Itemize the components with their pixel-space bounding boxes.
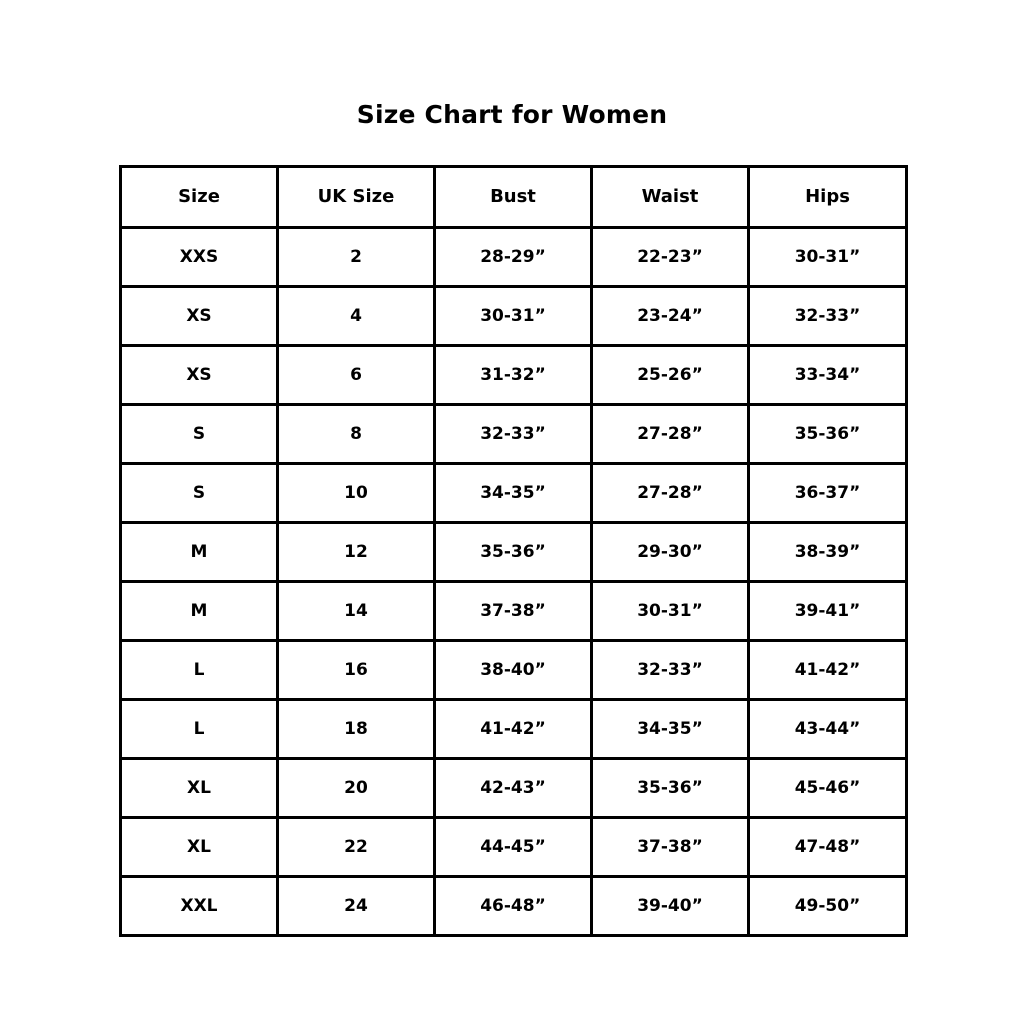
cell-hips: 35-36” [749,405,907,464]
cell-bust: 38-40” [435,641,592,700]
cell-hips: 38-39” [749,523,907,582]
page-title: Size Chart for Women [356,100,668,129]
cell-size: XS [121,346,278,405]
table-row [121,877,907,936]
cell-uk-size: 4 [278,287,435,346]
cell-hips: 39-41” [749,582,907,641]
cell-hips: 49-50” [749,877,907,936]
cell-bust: 37-38” [435,582,592,641]
cell-size: M [121,523,278,582]
cell-bust: 31-32” [435,346,592,405]
table-row [121,346,907,405]
table-row [121,523,907,582]
cell-waist: 27-28” [592,405,749,464]
column-header-bust: Bust [435,167,592,228]
table-row [121,228,907,287]
column-header-waist: Waist [592,167,749,228]
cell-hips: 36-37” [749,464,907,523]
cell-waist: 25-26” [592,346,749,405]
table-row [121,287,907,346]
table-row [121,700,907,759]
cell-uk-size: 10 [278,464,435,523]
cell-size: XL [121,759,278,818]
size-table-container [119,165,905,937]
cell-bust: 32-33” [435,405,592,464]
table-header-row [121,167,907,228]
cell-hips: 32-33” [749,287,907,346]
cell-size: XXS [121,228,278,287]
cell-uk-size: 14 [278,582,435,641]
cell-size: M [121,582,278,641]
cell-uk-size: 20 [278,759,435,818]
cell-waist: 30-31” [592,582,749,641]
table-row [121,405,907,464]
cell-bust: 28-29” [435,228,592,287]
cell-size: S [121,464,278,523]
cell-uk-size: 2 [278,228,435,287]
cell-bust: 35-36” [435,523,592,582]
cell-hips: 45-46” [749,759,907,818]
cell-bust: 44-45” [435,818,592,877]
cell-bust: 30-31” [435,287,592,346]
column-header-hips: Hips [749,167,907,228]
table-row [121,582,907,641]
cell-uk-size: 24 [278,877,435,936]
cell-waist: 23-24” [592,287,749,346]
cell-uk-size: 6 [278,346,435,405]
cell-size: XXL [121,877,278,936]
cell-waist: 27-28” [592,464,749,523]
cell-uk-size: 22 [278,818,435,877]
cell-uk-size: 18 [278,700,435,759]
cell-hips: 41-42” [749,641,907,700]
table-row [121,641,907,700]
cell-bust: 46-48” [435,877,592,936]
cell-uk-size: 12 [278,523,435,582]
cell-bust: 34-35” [435,464,592,523]
table-row [121,759,907,818]
cell-waist: 37-38” [592,818,749,877]
cell-waist: 22-23” [592,228,749,287]
cell-hips: 47-48” [749,818,907,877]
cell-waist: 39-40” [592,877,749,936]
table-row [121,818,907,877]
cell-waist: 32-33” [592,641,749,700]
size-chart-table [119,165,908,937]
cell-size: XS [121,287,278,346]
cell-hips: 30-31” [749,228,907,287]
cell-waist: 34-35” [592,700,749,759]
cell-bust: 42-43” [435,759,592,818]
table-body [121,228,907,936]
cell-uk-size: 16 [278,641,435,700]
column-header-size: Size [121,167,278,228]
cell-hips: 33-34” [749,346,907,405]
cell-waist: 29-30” [592,523,749,582]
cell-size: S [121,405,278,464]
table-row [121,464,907,523]
cell-bust: 41-42” [435,700,592,759]
cell-uk-size: 8 [278,405,435,464]
cell-size: L [121,641,278,700]
cell-hips: 43-44” [749,700,907,759]
cell-size: XL [121,818,278,877]
cell-size: L [121,700,278,759]
cell-waist: 35-36” [592,759,749,818]
column-header-uk-size: UK Size [278,167,435,228]
